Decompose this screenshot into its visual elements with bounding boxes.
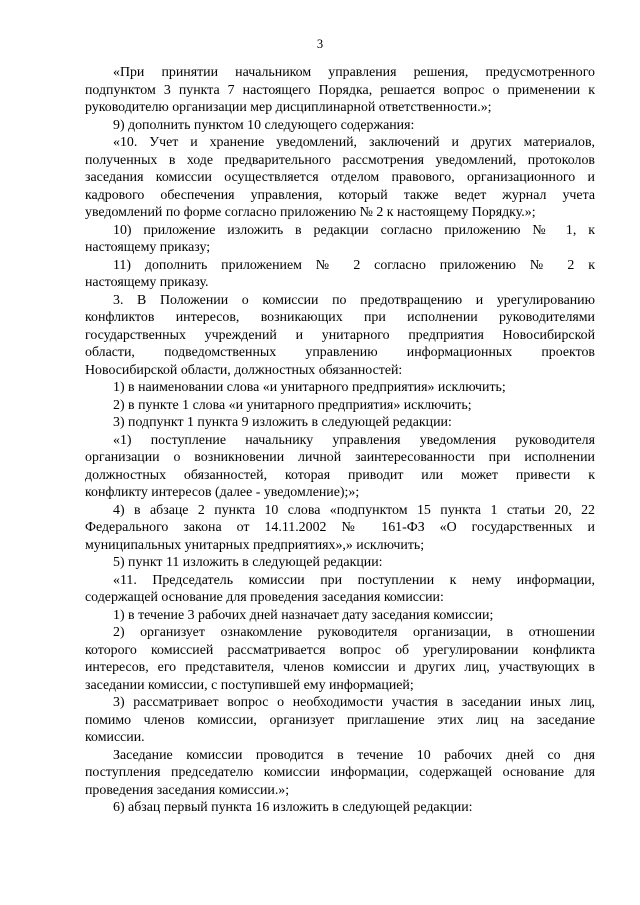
text-line: которого комиссией рассматривается вопрос об урегулировании конфликта xyxy=(85,642,595,658)
paragraph xyxy=(85,379,595,397)
text-line: 1) в наименовании слова «и унитарного предприятия» исключить; xyxy=(113,380,506,395)
text-line: полученных в ходе предварительного рассмотрения уведомлений, протоколов xyxy=(85,152,595,168)
text-line: 3. В Положении о комиссии по предотвращению и урегулированию xyxy=(113,292,595,308)
text-line: поступления председателю комиссии информации, содержащей основание для xyxy=(85,765,595,780)
text-line: проведения заседания комиссии.»; xyxy=(85,782,290,798)
text-line: «При принятии начальником управления решения, предусмотренного xyxy=(113,65,595,80)
text-line: 6) абзац первый пункта 16 изложить в следующей редакции: xyxy=(113,800,473,815)
text-line: «1) поступление начальнику управления уведомления руководителя xyxy=(113,432,595,448)
text-line: 3) подпункт 1 пункта 9 изложить в следующей редакции: xyxy=(113,415,452,430)
text-line: 3) рассматривает вопрос о необходимости участия в заседании иных лиц, xyxy=(113,695,595,710)
text-line: организации о возникновении личной заинтересованности при исполнении xyxy=(85,450,595,465)
paragraph xyxy=(85,432,595,502)
paragraph xyxy=(85,134,595,222)
paragraph xyxy=(85,222,595,257)
text-line: 9) дополнить пунктом 10 следующего содержания: xyxy=(113,117,415,133)
text-line: 2) организует ознакомление руководителя организации, в отношении xyxy=(113,625,595,640)
paragraph xyxy=(85,694,595,747)
paragraph xyxy=(85,747,595,800)
text-line: комиссии. xyxy=(85,730,145,745)
paragraph xyxy=(85,502,595,555)
text-line: содержащей основание для проведения заседания комиссии: xyxy=(85,590,444,605)
paragraph xyxy=(85,624,595,694)
text-line: помимо членов комиссии, организует приглашение этих лиц на заседание xyxy=(85,712,595,728)
text-line: «11. Председатель комиссии при поступлении к нему информации, xyxy=(113,572,595,588)
text-line: Заседание комиссии проводится в течение 10 рабочих дней со дня xyxy=(113,747,595,763)
text-line: 4) в абзаце 2 пункта 10 слова «подпунктом 15 пункта 1 статьи 20, 22 xyxy=(113,502,595,518)
text-line: подпунктом 3 пункта 7 настоящего Порядка, решается вопрос о применении к xyxy=(85,82,595,98)
text-line: кадрового обеспечения управления, который также ведет журнал учета xyxy=(85,187,595,203)
text-line: муниципальных унитарных предприятиях»,» исключить; xyxy=(85,537,425,553)
text-line: Федерального закона от 14.11.2002 № 161-ФЗ «О государственных и xyxy=(85,520,595,535)
paragraph xyxy=(85,292,595,380)
page-number: 3 xyxy=(316,37,324,51)
text-line: настоящему приказу. xyxy=(85,275,209,290)
document-body xyxy=(85,64,595,817)
paragraph xyxy=(85,397,595,415)
paragraph xyxy=(85,414,595,432)
paragraph xyxy=(85,607,595,625)
text-line: настоящему приказу; xyxy=(85,240,211,255)
text-line: 2) в пункте 1 слова «и унитарного предприятия» исключить; xyxy=(113,397,472,413)
text-line: 11) дополнить приложением № 2 согласно приложению № 2 к xyxy=(113,257,595,273)
text-line: должностных обязанностей, которая приводит или может привести к xyxy=(85,467,595,483)
text-line: интересов, его представителя, членов комиссии и других лиц, участвующих в xyxy=(85,660,595,675)
text-line: руководителю организации мер дисциплинарной ответственности.»; xyxy=(85,100,492,115)
text-line: уведомлений по форме согласно приложению № 2 к настоящему Порядку.»; xyxy=(85,205,536,220)
paragraph xyxy=(85,572,595,607)
text-line: «10. Учет и хранение уведомлений, заключений и других материалов, xyxy=(113,135,595,150)
text-line: области, подведомственных управлению информационных проектов xyxy=(85,345,595,360)
text-line: 5) пункт 11 изложить в следующей редакции: xyxy=(113,555,383,570)
text-line: конфликту интересов (далее - уведомление);»; xyxy=(85,485,360,500)
text-line: заседания комиссии осуществляется отделом правового, организационного и xyxy=(85,170,595,185)
text-line: 10) приложение изложить в редакции согласно приложению № 1, к xyxy=(113,222,595,238)
paragraph xyxy=(85,257,595,292)
text-line: конфликтов интересов, возникающих при исполнении руководителями xyxy=(85,310,595,325)
paragraph xyxy=(85,64,595,117)
paragraph xyxy=(85,799,595,817)
text-line: Новосибирской области, должностных обязанностей: xyxy=(85,362,403,378)
text-line: 1) в течение 3 рабочих дней назначает дату заседания комиссии; xyxy=(113,607,494,623)
paragraph xyxy=(85,554,595,572)
text-line: государственных учреждений и унитарного предприятия Новосибирской xyxy=(85,327,595,343)
text-line: заседании комиссии, с поступившей ему информацией; xyxy=(85,677,414,693)
paragraph xyxy=(85,117,595,135)
